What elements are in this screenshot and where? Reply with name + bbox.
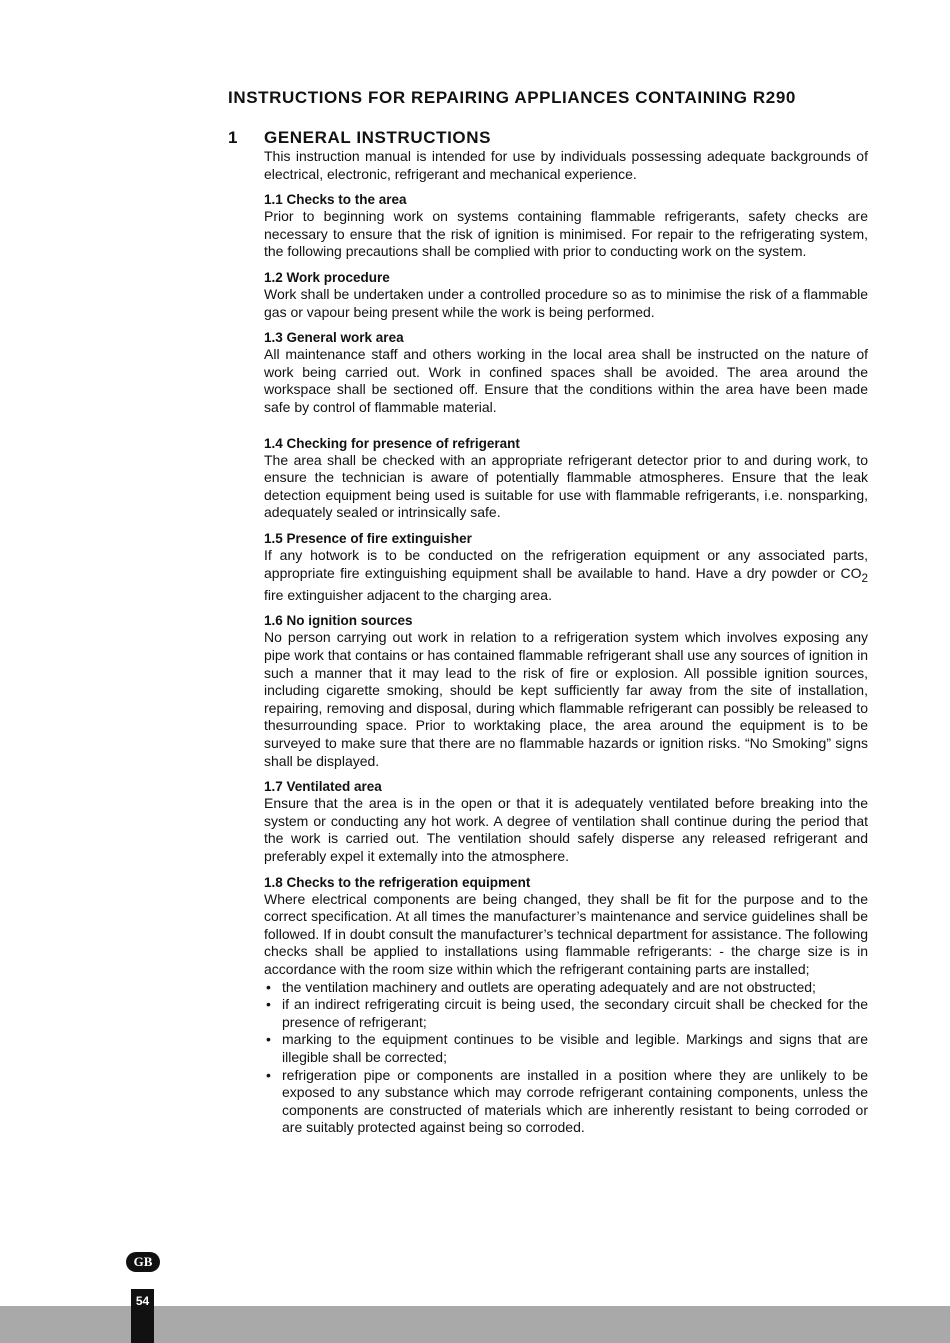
section-heading: [228, 128, 868, 148]
document-body: [228, 88, 868, 1137]
bullet-item: • if an indirect refrigerating circuit is being used, the secondary circuit shall be checked for the presence of refrigerant;: [264, 996, 868, 1031]
bullet-item: • refrigeration pipe or components are installed in a position where they are unlikely to be exposed to any substance which may corrode refrigerant containing components, unless the components are constructed of materials which are inherently resistant to being corroded or are suitably protected against being so corroded.: [264, 1067, 868, 1137]
page-number-tab: [131, 1289, 154, 1343]
subsection-text-1-5-part-2: fire extinguisher adjacent to the charging area.: [264, 586, 552, 603]
section-number: 1: [228, 128, 239, 147]
subsection-text-1-4: The area shall be checked with an appropriate refrigerant detector prior to and during work, to ensure the technician is aware of potentially flammable atmospheres. Ensure that the leak detection equipment being used is suitable for use with flammable refrigerants, i.e. nonsparking, adequately sealed or intrinsically safe.: [264, 451, 868, 521]
subsection-text-1-6: No person carrying out work in relation to a refrigeration system which involves exposing any pipe work that contains or has contained flammable refrigerant shall use any sources of ignition in such a manner that it may lead to the risk of fire or explosion. All possible ignition sources, including cigarette smoking, should be kept sufficiently far away from the site of installation, repairing, removing and disposal, during which flammable refrigerant can possibly be released to thesurrounding space. Prior to worktaking place, the area around the equipment is to be surveyed to make sure that there are no flammable hazards or ignition risks. “No Smoking” signs shall be displayed.: [264, 629, 868, 769]
page-number: 54: [135, 1294, 150, 1308]
bullet-item: • the ventilation machinery and outlets are operating adequately and are not obstructed;: [264, 979, 868, 997]
subsection-text-1-7: Ensure that the area is in the open or that it is adequately ventilated before breaking into the system or conducting any hot work. A degree of ventilation shall continue during the period that the work is carried out. The ventilation should safely disperse any released refrigerant and preferably expel it extemally into the atmosphere.: [264, 795, 868, 865]
subsection-text-1-2: Work shall be undertaken under a controlled procedure so as to minimise the risk of a flammable gas or vapour being present while the work is being performed.: [264, 285, 868, 320]
subsection-heading-1-6: 1.6 No ignition sources: [264, 613, 413, 629]
subsection-heading-1-2: 1.2 Work procedure: [264, 269, 390, 285]
document-title: INSTRUCTIONS FOR REPAIRING APPLIANCES CONTAINING R290: [228, 88, 796, 107]
section-title: GENERAL INSTRUCTIONS: [264, 128, 492, 147]
section-intro: This instruction manual is intended for use by individuals possessing adequate backgrounds of electrical, electronic, refrigerant and mechanical experience.: [264, 148, 868, 182]
bullet-item: • marking to the equipment continues to be visible and legible. Markings and signs that are illegible shall be corrected;: [264, 1031, 868, 1066]
subsection-heading-1-5: 1.5 Presence of fire extinguisher: [264, 530, 472, 546]
subsection-heading-1-1: 1.1 Checks to the area: [264, 192, 407, 208]
subsection-text-1-3: All maintenance staff and others working in the local area shall be instructed on the nature of work being carried out. Work in confined spaces shall be avoided. The area around the workspace shall be sectioned off. Ensure that the conditions within the area have been made safe by control of flammable material.: [264, 346, 868, 415]
subsection-text-1-1: Prior to beginning work on systems containing flammable refrigerants, safety checks are necessary to ensure that the risk of ignition is minimised. For repair to the refrigerating system, the following precautions shall be complied with prior to conducting work on the system.: [264, 208, 868, 260]
subsection-heading-1-3: 1.3 General work area: [264, 330, 404, 346]
subsection-heading-1-8: 1.8 Checks to the refrigeration equipment: [264, 874, 531, 890]
co2-subscript: 2: [861, 571, 868, 585]
subsection-heading-1-4: 1.4 Checking for presence of refrigerant: [264, 435, 520, 451]
checks-bullet-list: [264, 979, 868, 1137]
subsection-text-1-8: Where electrical components are being changed, they shall be fit for the purpose and to the correct specification. At all times the manufacturer’s maintenance and service guidelines shall be followed. If in doubt consult the manufacturer’s technical department for assistance. The following checks shall be applied to installations using flammable refrigerants: - the charge size is in accordance with the room size within which the refrigerant containing parts are installed;: [264, 890, 868, 977]
section-content: [264, 148, 868, 1137]
subsection-heading-1-7: 1.7 Ventilated area: [264, 779, 382, 795]
subsection-text-1-5-part-1: If any hotwork is to be conducted on the refrigeration equipment or any associated parts, appropriate fire extinguishing equipment shall be available to hand. Have a dry powder or CO: [264, 546, 868, 581]
language-badge: GB: [126, 1252, 160, 1272]
subsection-text-1-5: [264, 547, 868, 605]
